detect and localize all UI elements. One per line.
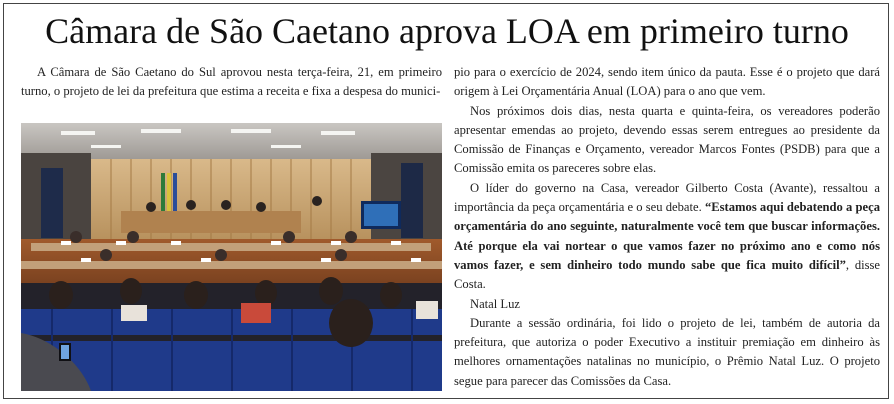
right-column — [454, 63, 880, 391]
council-chamber-photo — [21, 123, 442, 391]
right-paragraph-1: pio para o exercício de 2024, sendo item único da pauta. Esse é o projeto que dará origem à Lei Orçamentária Anual (LOA) para o ano que vem. — [454, 65, 880, 99]
left-column-line-1: A Câmara de São Caetano do Sul aprovou nesta terça-feira, 21, em primeiro turno, o projeto de lei da prefeitura que estima a receita e fixa a despesa do munici- — [21, 65, 442, 99]
headline: Câmara de São Caetano aprova LOA em primeiro turno — [45, 11, 849, 51]
right-paragraph-3: O líder do governo na Casa, vereador Gilberto Costa (Avante), ressaltou a importância da peça orçamentária e o seu debate. “Estamos aqui debatendo a peça orçamentária do ano seguinte, naturalmente você tem que buscar informações. Até porque ela vai nortear o que vamos fazer no próximo ano e como nós vamos fazer, e sem dinheiro todo mundo sabe que fica muito difícil”, disse Costa. — [454, 180, 881, 292]
right-paragraph-4: Durante a sessão ordinária, foi lido o projeto de lei, também de autoria da prefeitura, que autoriza o poder Executivo a instituir premiação em dinheiro às melhores ornamentações natalinas no município, o Prêmio Natal Luz. O projeto segue para parecer das Comissões da Casa. — [454, 315, 880, 388]
subhead-natal-luz: Natal Luz — [470, 296, 520, 311]
article-frame — [3, 3, 889, 399]
left-column — [21, 63, 442, 102]
right-paragraph-2: Nos próximos dois dias, nesta quarta e quinta-feira, os vereadores poderão apresentar emendas ao projeto, devendo essas serem entregues ao presidente da Comissão de Finanças e Orçamento, vereador Marcos Fontes (PSDB) para que a Comissão emita os pareceres sobre elas. — [454, 103, 880, 176]
quote-text: “Estamos aqui debatendo a peça orçamentária do ano seguinte, naturalmente você tem que buscar informações. Até porque ela vai nortear o que vamos fazer no próximo ano e como nós vamos fazer, e sem dinheiro todo mundo sabe que fica muito difícil” — [454, 200, 880, 272]
